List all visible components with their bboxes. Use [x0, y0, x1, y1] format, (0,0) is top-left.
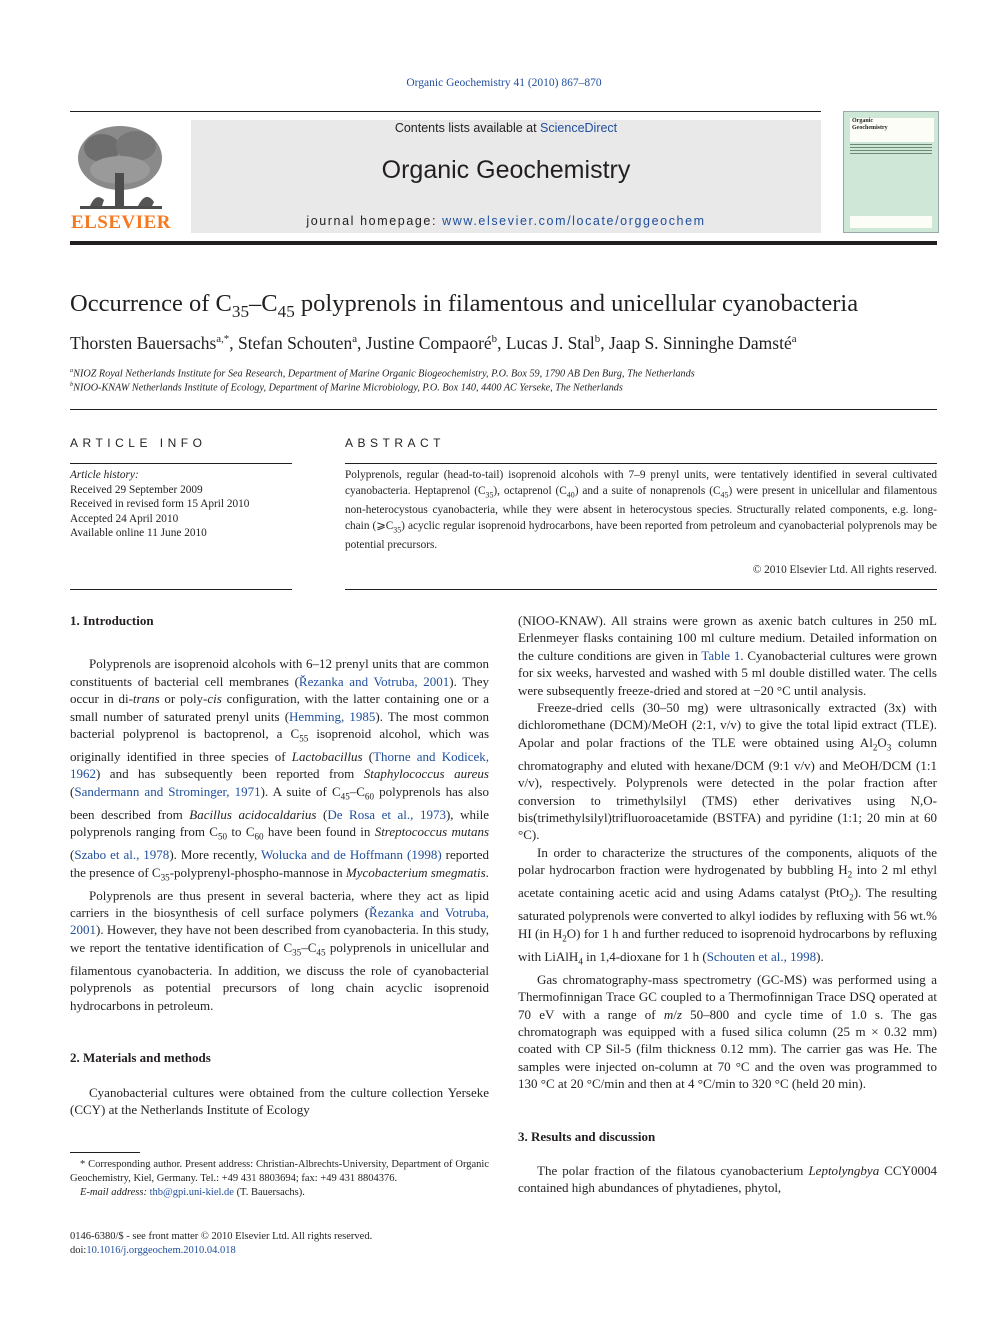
journal-homepage: journal homepage: www.elsevier.com/locate/orggeochem	[306, 214, 706, 228]
article-info-rule	[70, 463, 292, 464]
methods-paragraph-3: In order to characterize the structures of the components, aliquots of the polar hydrocarbon fraction were hydrogenated by bubbling $H_2$ into 2 ml ethyl acetate containing acetic acid and using Adams catalyst (PtO$_2$). The resulting saturated polyprenols were converted to alkyl iodides by refluxing with 56 wt.% HI (in $H_2O$) for 1 h and further reduced to isoprenoid hydrocarbons by refluxing with LiAlH$_4$ in 1,4-dioxane for 1 h (Schouten et al., 1998).	[518, 844, 937, 967]
ref-link[interactable]: Thorne and Kodicek, 1962	[70, 749, 489, 782]
article-info-heading: ARTICLE INFO	[70, 436, 207, 450]
author-list: Thorsten Bauersachs$^{a,*}$, Stefan Schouten$^a$, Justine Compaoré$^b$, Lucas J. Stal$^b$, Jaap S. Sinninghe Damsté$^a$	[70, 333, 797, 353]
left-column	[70, 612, 489, 1118]
author-name[interactable]: Thorsten Bauersachs	[70, 333, 217, 353]
ref-link[interactable]: Sandermann and Strominger, 1971	[74, 783, 261, 799]
abstract-heading: ABSTRACT	[345, 436, 446, 450]
section-rule	[70, 409, 937, 410]
affiliation-a: $^a$NIOZ Royal Netherlands Institute for Sea Research, Department of Marine Organic Biogeochemistry, P.O. Box 59, 1790 AB Den Burg, The Netherlands	[70, 367, 695, 380]
history-item: Received 29 September 2009	[70, 483, 203, 496]
results-heading: 3. Results and discussion	[518, 1128, 656, 1144]
author-name[interactable]: Jaap S. Sinninghe Damsté	[608, 333, 792, 353]
header-thick-rule	[70, 241, 937, 245]
cover-title: Organic Geochemistry	[850, 118, 934, 142]
journal-title: Organic Geochemistry	[381, 156, 631, 184]
ref-link[interactable]: Szabo et al., 1978	[74, 847, 170, 863]
journal-citation[interactable]: Organic Geochemistry 41 (2010) 867–870	[406, 77, 602, 89]
methods-paragraph-1: Cyanobacterial cultures were obtained from the culture collection Yerseke (CCY) at the Netherlands Institute of Ecology	[70, 1084, 489, 1117]
doi-link[interactable]: 10.1016/j.orggeochem.2010.04.018	[86, 1245, 236, 1256]
homepage-link[interactable]: www.elsevier.com/locate/orggeochem	[442, 214, 706, 228]
author-name[interactable]: Stefan Schouten	[237, 333, 353, 353]
abstract-bottom-rule	[345, 589, 937, 590]
ref-link[interactable]: Řezanka and Votruba, 2001	[298, 673, 450, 689]
abstract-rule	[345, 463, 937, 464]
cover-text-lines	[850, 144, 932, 156]
ref-link[interactable]: Hemming, 1985	[289, 708, 376, 724]
history-item: Available online 11 June 2010	[70, 527, 207, 539]
table-link[interactable]: Table 1	[701, 647, 741, 663]
issn-line: 0146-6380/$ - see front matter © 2010 Elsevier Ltd. All rights reserved.	[70, 1231, 373, 1242]
ref-link[interactable]: Wolucka and de Hoffmann (1998)	[261, 847, 442, 863]
article-identifiers	[70, 1230, 489, 1258]
article-history: Article history: Received 29 September 2009 Received in revised form 15 April 2010 Accepted 24 April 2010 Available online 11 June 2010	[70, 468, 300, 541]
intro-paragraph-2: Polyprenols are thus present in several bacteria, where they act as lipid carriers in the biosynthesis of cell surface polymers (Řezanka and Votruba, 2001). However, they have not been described from cyanobacteria. In this study, we report the tentative identification of $C_{35}-C_{45}$ polyprenols in unicellular and filamentous cyanobacteria. In addition, we discuss the role of cyanobacterial polyprenols as potential precursors of long chain acyclic isoprenoid hydrocarbons in petroleum.	[70, 887, 489, 1013]
affiliation-b: $^b$NIOO-KNAW Netherlands Institute of Ecology, Department of Marine Microbiology, P.O. Box 140, 4400 AC Yerseke, The Netherlands	[70, 381, 623, 394]
journal-cover-thumbnail[interactable]	[843, 111, 939, 233]
doi-line: doi:10.1016/j.orggeochem.2010.04.018	[70, 1245, 236, 1256]
intro-paragraph-1: Polyprenols are isoprenoid alcohols with 6–12 prenyl units that are common constituents of bacterial cell membranes (Řezanka and Votruba, 2001). They occur in di-trans or poly-cis configuration, with the latter containing one or a small number of saturated prenyl units (Hemming, 1985). The most common bacterial polyprenol is bactoprenol, a $C_{55}$ isoprenoid alcohol, which was originally identified in three species of Lactobacillus (Thorne and Kodicek, 1962) and has subsequently been reported from Staphylococcus aureus (Sandermann and Strominger, 1971). A suite of $C_{45}-C_{60}$ polyprenols has also been described from Bacillus acidocaldarius (De Rosa et al., 1973), while polyprenols ranging from $C_{50}$ to $C_{60}$ have been found in Streptococcus mutans (Szabo et al., 1978). More recently, Wolucka and de Hoffmann (1998) reported the presence of $C_{35}-polyprenyl-phospho$-mannose in Mycobacterium smegmatis.	[70, 656, 489, 883]
history-item: Received in revised form 15 April 2010	[70, 498, 250, 510]
cover-footer	[850, 216, 932, 228]
introduction-heading: 1. Introduction	[70, 613, 154, 628]
author-name[interactable]: Lucas J. Stal	[505, 333, 595, 353]
abstract-text: Polyprenols, regular (head-to-tail) isoprenoid alcohols with 7–9 prenyl units, were tentatively identified in several cultivated cyanobacteria. Heptaprenol $(C_{35})$, octaprenol $(C_{40})$ and a suite of nonaprenols $(C_{45})$ were present in unicellular and filamentous non-heterocystous cyanobacteria, while they were absent in heterocystous species. Structurally related components, e.g. long-chain $(⩾C_{35})$ acyclic regular isoprenoid hydrocarbons, have been reported from petroleum and cyanobacterial polyprenols may be potential precursors.	[345, 469, 937, 552]
sciencedirect-link[interactable]: ScienceDirect	[540, 121, 618, 135]
footnote-rule	[70, 1152, 140, 1153]
copyright-notice: © 2010 Elsevier Ltd. All rights reserved.	[752, 564, 937, 576]
methods-paragraph-4: Gas chromatography-mass spectrometry (GC-MS) was performed using a Thermofinnigan Trace GC coupled to a Thermofinnigan Trace DSQ operated at 70 eV with a range of m/z 50–800 and cycle time of 1.0 s. The gas chromatograph was equipped with a fused silica column (25 m × 0.32 mm) coated with CP Sil-5 (film thickness 0.12 mm). The carrier gas was He. The samples were injected on-column at 70 °C and the oven was programmed to 130 °C at 20 °C/min and then at 4 °C/min to 320 °C (held 20 min).	[518, 971, 937, 1092]
results-paragraph-1: The polar fraction of the filatous cyanobacterium Leptolyngbya CCY0004 contained high abundances of phytadienes, phytol,	[518, 1162, 937, 1196]
author-email-link[interactable]: thb@gpi.uni-kiel.de	[149, 1187, 234, 1198]
header-rule	[70, 111, 821, 112]
right-column	[518, 612, 937, 1197]
methods-paragraph-1-cont: (NIOO-KNAW). All strains were grown as axenic batch cultures in 250 mL Erlenmeyer flasks containing 100 ml culture medium. Detailed information on the culture conditions are given in Table 1. Cyanobacterial cultures were grown for six weeks, harvested and washed with 5 ml double distilled water. The cells were subsequently freeze-dried and stored at −20 °C until analysis.	[518, 613, 938, 698]
methods-paragraph-2: Freeze-dried cells (30–50 mg) were ultrasonically extracted (3x) with dichloromethane (DCM)/MeOH (2:1, v/v) to give the total lipid extract (TLE). Apolar and polar fractions of the TLE were obtained using $Al_2O_3$ column chromatography and eluted with hexane/DCM (9:1 v/v) and MeOH/DCM (1:1 v/v), respectively. Polyprenols were detected in the polar fraction after conversion to trimethylsilyl (TMS) ether derivatives using N,O-bis(trimethylsilyl)trifluoroacetamide (BSTFA) and pyridine (1:1; 20 min at 60 °C).	[518, 700, 937, 843]
history-item: Accepted 24 April 2010	[70, 512, 179, 525]
ref-link[interactable]: De Rosa et al., 1973	[327, 806, 446, 822]
corresponding-author-footnote: * Corresponding author. Present address: Christian-Albrechts-University, Department of Organic Geochemistry, Kiel, Germany. Tel.: +49 431 8803694; fax: +49 431 8804376. E-mail address: thb@gpi.uni-kiel.de (T. Bauersachs).	[70, 1159, 489, 1198]
author-name[interactable]: Justine Compaoré	[365, 333, 492, 353]
contents-line: Contents lists available at ScienceDirect	[394, 121, 618, 135]
ref-link[interactable]: Řezanka and Votruba, 2001	[70, 905, 489, 938]
article-info-bottom-rule	[70, 589, 292, 590]
elsevier-wordmark: ELSEVIER	[70, 212, 172, 233]
article-title: Occurrence of $C_{35}-C_{45}$ polyprenols in filamentous and unicellular cyanobacteria	[70, 290, 859, 321]
ref-link[interactable]: Schouten et al., 1998	[706, 948, 817, 964]
methods-heading: 2. Materials and methods	[70, 1050, 211, 1066]
